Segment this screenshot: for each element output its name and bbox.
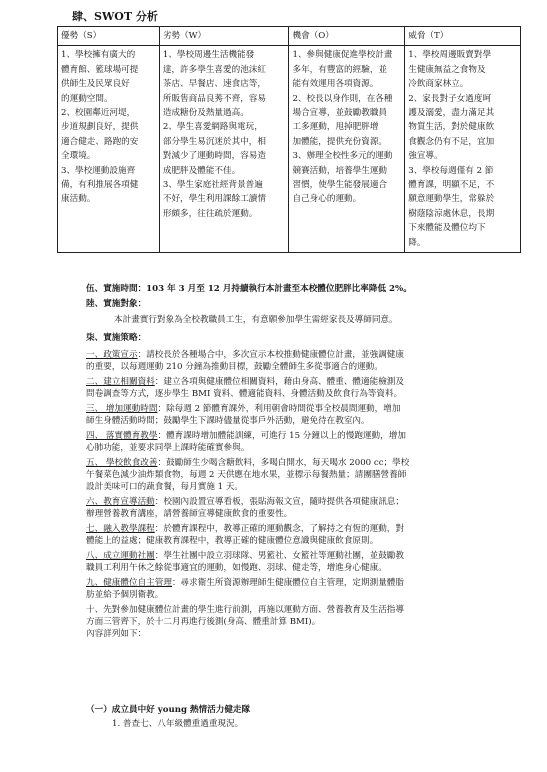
swot-cell-line: 不好，學生利用課餘工讀情 — [162, 194, 266, 205]
strategy-line — [86, 628, 526, 640]
swot-cell-line: 護及溺愛，盡力滿足其 — [408, 108, 495, 119]
strategy-line — [86, 589, 526, 601]
swot-cell-line: 2、校長以身作則，在各種 — [292, 93, 393, 104]
swot-cell-line: 樹蔭陰涼處休息，長期 — [408, 208, 495, 219]
swot-cell-line: 生健康無益之食物及 — [408, 64, 486, 75]
strategy-text: ：除每週 2 節體育課外，利用朝會時間從事全校晨間運動，增加 — [157, 404, 401, 414]
swot-cell-line: 成肥胖及體能不佳。 — [162, 165, 241, 176]
strategy-line — [86, 430, 526, 442]
strategy-text: ：鼓勵師生少喝含糖飲料，多喝白開水，每天喝水 2000 cc；學校 — [157, 458, 410, 468]
swot-cell-line: 場合宣導，並鼓勵教職員 — [292, 108, 388, 119]
swot-cell-line: 願意運動學生，常躲於 — [408, 194, 495, 205]
section-qi — [72, 332, 527, 344]
strategy-line — [86, 403, 526, 415]
strategy-line — [86, 481, 526, 493]
swot-cell-line: 自己身心的運動。 — [292, 194, 362, 205]
swot-cell-line: 工多運動，甩掉肥胖增 — [292, 122, 379, 133]
strategy-heading: 五、 學校飲食改善 — [86, 458, 158, 468]
swot-cell-line: 備，有利推展各項健 — [61, 180, 139, 191]
strategy-line — [86, 442, 526, 454]
strategy-list — [86, 349, 526, 643]
strategy-heading: 四、 落實體育教學 — [86, 431, 158, 441]
swot-cell-line: 茶店、早餐店、速食店等， — [162, 79, 266, 90]
swot-cell-line: 3、學校每週僅有 2 節 — [408, 165, 494, 176]
swot-header-weaknesses: 劣勢（W） — [159, 27, 289, 46]
subsection-title: （一）成立員中好 young 熱情活力健走隊 — [86, 705, 251, 715]
swot-cell-line: 競賽活動，培養學生運動 — [292, 165, 388, 176]
strategy-item — [86, 430, 526, 454]
swot-cell-line: 達，許多學生喜愛的池沫紅 — [162, 64, 266, 75]
subsection-item-1: 1. 普查七、八年級體重過重現況。 — [112, 719, 244, 729]
strategy-text: 設計美味可口的蔬食餐，每月實施 1 天。 — [86, 482, 244, 492]
swot-cell-threats — [405, 46, 521, 253]
strategy-heading: 九、健康體位自主管理 — [86, 578, 172, 588]
strategy-text: ：建立各項與健康體位相關資料，藉由身高、體重、體適能檢測及 — [154, 377, 404, 387]
strategy-text: 十、先對參加健康體位計畫的學生進行前測，再施以運動方面、營養教育及生活指導 — [86, 605, 404, 615]
strategy-item — [86, 403, 526, 427]
swot-cell-opportunities — [289, 46, 405, 253]
strategy-line — [86, 457, 526, 469]
strategy-text: ：體育課時增加體能訓練，可進行 15 分鐘以上的慢跑運動，增加 — [157, 431, 406, 441]
swot-cell-line: 適合健走、路跑的安 — [61, 136, 139, 147]
strategy-line — [86, 577, 526, 589]
strategy-text: ：尋求衛生所資源辦理師生健康體位自主管理，定期測量體脂 — [171, 578, 404, 588]
strategy-item — [86, 376, 526, 400]
strategy-heading: 七、融入教學課程 — [86, 524, 155, 534]
swot-cell-line: 對減少了運動時間，容易造 — [162, 151, 266, 162]
strategy-item — [86, 349, 526, 373]
strategy-text: 心肺功能，並要求同學上課時能確實參與。 — [86, 443, 250, 453]
swot-cell-line: 降。 — [408, 237, 426, 248]
swot-cell-line: 1、學校周邊生活機能發 — [162, 50, 255, 61]
strategy-title: 柒、實施策略： — [86, 333, 147, 343]
strategy-text: ：學生社團中設立羽球隊、男籃社、女籃社等運動社團，並鼓勵教 — [154, 551, 404, 561]
swot-cell-line: 康活動。 — [61, 194, 96, 205]
strategy-item — [86, 496, 526, 520]
swot-cell-line: 3、辦理全校性多元的運動 — [292, 151, 393, 162]
strategy-line — [86, 604, 526, 616]
implementation-period: 伍、實施時間：103 年 3 月至 12 月持續執行本計畫至本校體位肥胖比率降低 2%。 — [86, 284, 412, 294]
section-lu — [72, 298, 527, 326]
swot-cell-line: 強宣導。 — [408, 151, 443, 162]
strategy-heading: 八、成立運動社團 — [86, 551, 155, 561]
swot-cell-line: 3、學生家庭社經背景普遍 — [162, 180, 263, 191]
section-wu — [72, 283, 527, 295]
strategy-line — [86, 616, 526, 628]
swot-cell-line: 步道規劃良好，提供 — [61, 122, 139, 133]
swot-header-threats: 威脅（T） — [405, 27, 521, 46]
swot-cell-weaknesses — [159, 46, 289, 253]
swot-cell-line: 冷飲商家林立。 — [408, 79, 469, 90]
swot-table — [57, 26, 521, 253]
swot-cell-line: 所販售商品良莠不齊，容易 — [162, 93, 266, 104]
swot-cell-line: 1、學校擁有廣大的 — [61, 50, 136, 61]
swot-cell-line: 3、學校運動設施齊 — [61, 165, 136, 176]
swot-cell-line: 食觀念仍有不足，宜加 — [408, 136, 495, 147]
strategy-text: 內容詳列如下： — [86, 629, 147, 639]
strategy-line — [86, 523, 526, 535]
swot-cell-line: 2、家長對子女過度呵 — [408, 93, 492, 104]
swot-cell-line: 能有效運用各項資源。 — [292, 79, 379, 90]
strategy-heading: 六、教育宣導活動 — [86, 497, 155, 507]
strategy-line — [86, 496, 526, 508]
strategy-text: 職員工利用午休之餘從事適宜的運動，如慢跑、羽球、健走等，增進身心健康。 — [86, 563, 387, 573]
strategy-line — [86, 415, 526, 427]
strategy-text: 問卷調查等方式，逐步學生 BMI 資料、體適能資料、身體活動及飲食行為等資料。 — [86, 389, 403, 399]
strategy-line — [86, 469, 526, 481]
swot-header-strengths: 優勢（S） — [58, 27, 160, 46]
swot-cell-line: 形頗多，往往疏於運動。 — [162, 208, 258, 219]
strategy-text: ：校園內設置宣導看板，張貼海報文宣，隨時提供各項健康訊息； — [154, 497, 404, 507]
strategy-item — [86, 550, 526, 574]
swot-cell-line: 多年，有豐富的經驗，並 — [292, 64, 388, 75]
subsection — [86, 704, 541, 730]
strategy-line — [86, 550, 526, 562]
swot-cell-line: 體育館、籃球場可提 — [61, 64, 139, 75]
strategy-item — [86, 523, 526, 547]
strategy-text: 方面三管齊下，於十二月再進行後測(身高、體重計算 BMI)。 — [86, 617, 321, 627]
strategy-text: ：請校長於各種場合中，多次宣示本校推動健康體位計畫，並強調健康 — [137, 350, 404, 360]
strategy-text: 的重要，以每週運動 210 分鐘為推動目標，鼓勵全體師生多從事適合的運動。 — [86, 362, 383, 372]
strategy-item — [86, 604, 526, 640]
strategy-text: 師生身體活動時間；鼓勵學生下課時儘量從事戶外活動，避免待在教室內。 — [86, 416, 370, 426]
swot-cell-line: 1、學校周邊販賣對學 — [408, 50, 492, 61]
swot-cell-line: 造成糖份及熱量過高。 — [162, 108, 249, 119]
strategy-text: ：於體育課程中，教導正確的運動觀念，了解持之有恆的運動，對 — [154, 524, 404, 534]
strategy-line — [86, 388, 526, 400]
swot-header-opportunities: 機會（O） — [289, 27, 405, 46]
swot-cell-strengths — [58, 46, 160, 253]
strategy-heading: 二、建立相關資料 — [86, 377, 155, 387]
swot-cell-line: 的運動空間。 — [61, 93, 113, 104]
strategy-item — [86, 577, 526, 601]
target-body: 本計畫實行對象為全校教職員工生，有意願參加學生需經家長及導師同意。 — [114, 315, 398, 325]
strategy-item — [86, 457, 526, 493]
strategy-text: 體能上的益處；健康教育課程中，教導正確的健康體位意識與健康飲食原則。 — [86, 536, 379, 546]
swot-cell-line: 部分學生易沉迷於其中，相 — [162, 136, 266, 147]
swot-cell-line: 2、校園鄰近河堤， — [61, 108, 136, 119]
swot-cell-line: 2、學生喜愛網路與電玩， — [162, 122, 263, 133]
swot-cell-line: 體育課，明顯不足，不 — [408, 180, 495, 191]
strategy-line — [86, 508, 526, 520]
strategy-line — [86, 361, 526, 373]
swot-cell-line: 加體能，提供充份資源。 — [292, 136, 388, 147]
strategy-heading: 一、政策宣示 — [86, 350, 138, 360]
swot-cell-line: 下來體能及體位均下 — [408, 223, 486, 234]
swot-cell-line: 供師生及民眾良好 — [61, 79, 130, 90]
strategy-text: 肪並給予個別衛教。 — [86, 590, 164, 600]
swot-cell-line: 1、參與健康促進學校計畫 — [292, 50, 393, 61]
strategy-text: 午餐菜色減少油炸類食物，每週 2 天供應在地水果，並標示每餐熱量；請團膳營養師 — [86, 470, 407, 480]
strategy-heading: 三、 增加運動時間 — [86, 404, 158, 414]
section-title-swot: 肆、SWOT 分析 — [72, 10, 158, 23]
swot-cell-line: 全環境。 — [61, 151, 96, 162]
swot-body-row — [58, 46, 521, 253]
swot-cell-line: 習慣，使學生能發展適合 — [292, 180, 388, 191]
swot-header-row — [58, 27, 521, 46]
strategy-line — [86, 376, 526, 388]
strategy-line — [86, 535, 526, 547]
strategy-line — [86, 562, 526, 574]
swot-cell-line: 物質生活，對於健康飲 — [408, 122, 495, 133]
strategy-text: 辦理營養教育講座，請營養師宣導健康飲食的重要性。 — [86, 509, 293, 519]
strategy-line — [86, 349, 526, 361]
target-title: 陸、實施對象： — [86, 299, 147, 309]
